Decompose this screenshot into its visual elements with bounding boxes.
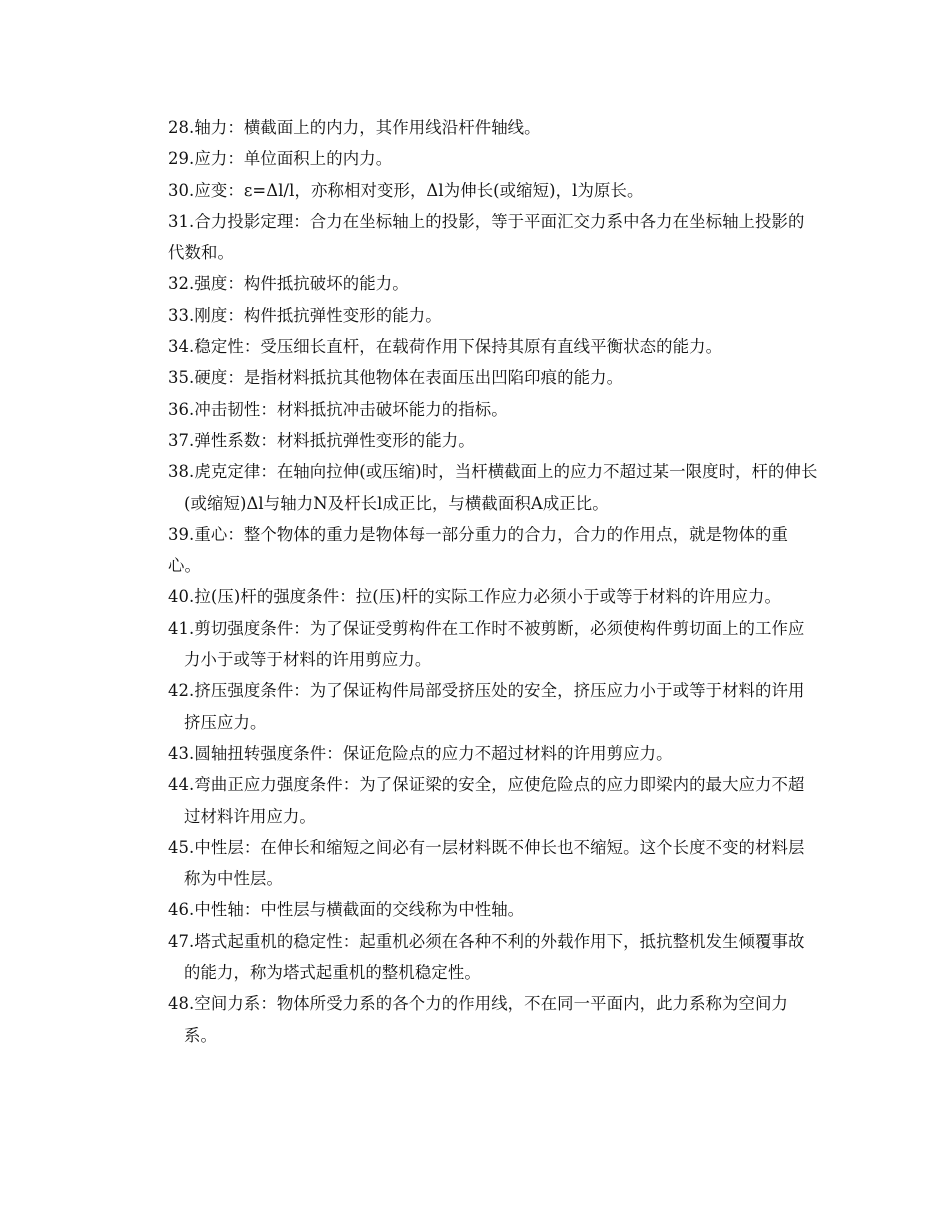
definition-item-31: 31.合力投影定理：合力在坐标轴上的投影，等于平面汇交力系中各力在坐标轴上投影的代数和。 [168,211,805,263]
definition-item-48: 48.空间力系：物体所受力系的各个力的作用线，不在同一平面内，此力系称为空间力系。 [168,994,789,1045]
definition-item-40: 40.拉(压)杆的强度条件：拉(压)杆的实际工作应力必须小于或等于材料的许用应力。 [168,587,782,607]
definition-item-30: 30.应变：ε=Δl/l，亦称相对变形，Δl为伸长(或缩短)，l为原长。 [168,180,644,200]
definition-list [168,112,818,1051]
definition-item-45: 45.中性层：在伸长和缩短之间必有一层材料既不伸长也不缩短。这个长度不变的材料层称为中性层。 [168,837,805,889]
definition-item-47: 47.塔式起重机的稳定性：起重机必须在各种不利的外载作用下，抵抗整机发生倾覆事故的能力，称为塔式起重机的整机稳定性。 [168,931,805,983]
definition-item-28: 28.轴力：横截面上的内力，其作用线沿杆件轴线。 [168,118,541,137]
definition-item-42: 42.挤压强度条件：为了保证构件局部受挤压处的安全，挤压应力小于或等于材料的许用挤压应力。 [168,681,805,732]
definition-item-29: 29.应力：单位面积上的内力。 [168,149,393,169]
definition-item-35: 35.硬度：是指材料抵抗其他物体在表面压出凹陷印痕的能力。 [168,368,624,388]
definition-item-39: 39.重心：整个物体的重力是物体每一部分重力的合力，合力的作用点，就是物体的重心。 [168,524,789,576]
definition-item-41: 41.剪切强度条件：为了保证受剪构件在工作时不被剪断，必须使构件剪切面上的工作应力小于或等于材料的许用剪应力。 [168,618,805,670]
definition-item-36: 36.冲击韧性：材料抵抗冲击破坏能力的指标。 [168,399,508,419]
definition-item-32: 32.强度：构件抵抗破坏的能力。 [168,274,409,294]
definition-item-34: 34.稳定性：受压细长直杆，在载荷作用下保持其原有直线平衡状态的能力。 [168,337,723,357]
definition-item-37: 37.弹性系数：材料抵抗弹性变形的能力。 [168,430,475,450]
definition-item-46: 46.中性轴：中性层与横截面的交线称为中性轴。 [168,900,525,920]
definition-item-38: 38.虎克定律：在轴向拉伸(或压缩)时，当杆横截面上的应力不超过某一限度时，杆的伸长(或缩短)Δl与轴力N及杆长l成正比，与横截面积A成正比。 [168,462,818,513]
definition-item-44: 44.弯曲正应力强度条件：为了保证梁的安全，应使危险点的应力即梁内的最大应力不超过材料许用应力。 [168,775,805,826]
definition-item-33: 33.刚度：构件抵抗弹性变形的能力。 [168,305,442,325]
definition-item-43: 43.圆轴扭转强度条件：保证危险点的应力不超过材料的许用剪应力。 [168,743,673,763]
